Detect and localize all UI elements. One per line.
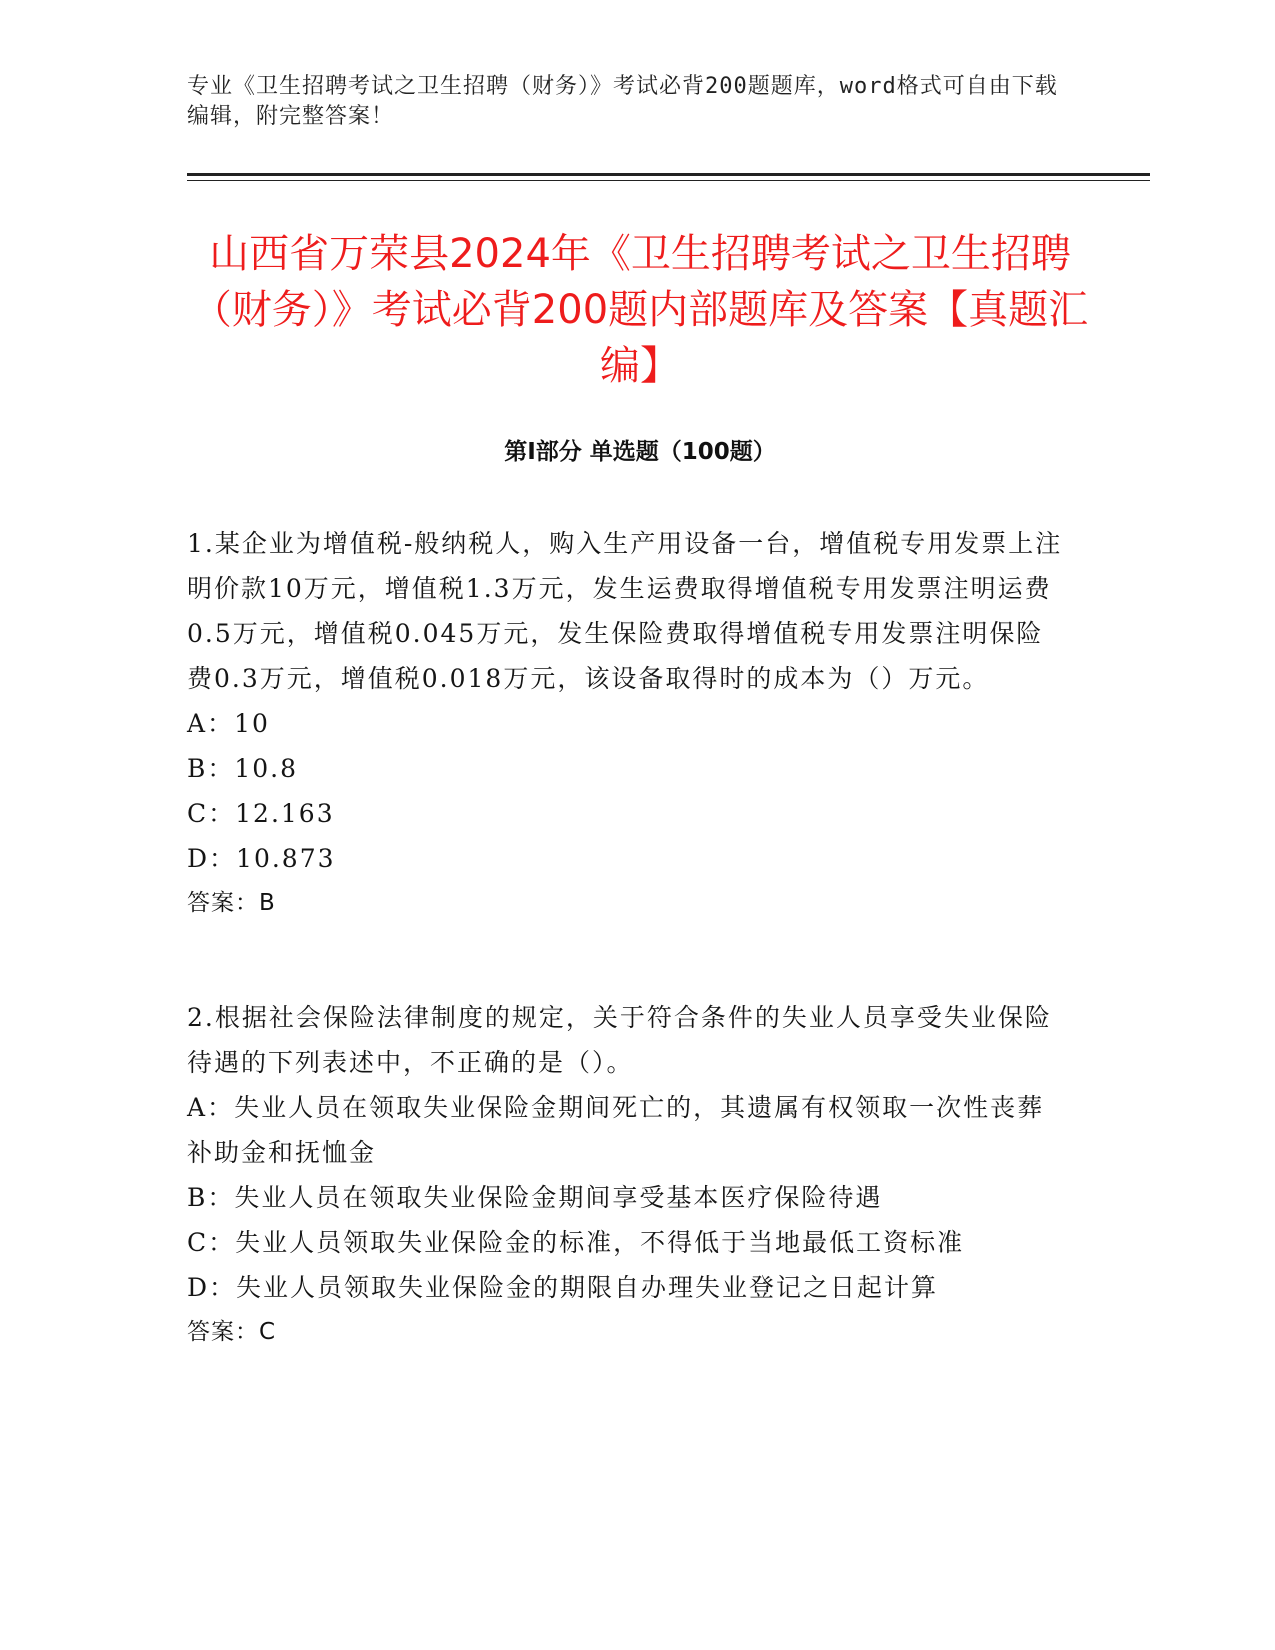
option-key: D： [187, 844, 237, 873]
header-note: 专业《卫生招聘考试之卫生招聘（财务）》考试必背200题题库，word格式可自由下载编辑，附完整答案！ [187, 74, 1058, 129]
option-key: B： [187, 1183, 235, 1212]
option-d [187, 836, 1067, 881]
option-text: 12.163 [235, 799, 335, 828]
option-key: B： [187, 754, 235, 783]
document-title: 山西省万荣县2024年《卫生招聘考试之卫生招聘（财务）》考试必背200题内部题库及答案【真题汇编】 [191, 231, 1089, 389]
option-text: 失业人员在领取失业保险金期间享受基本医疗保险待遇 [234, 1183, 883, 1212]
option-key: D： [187, 1273, 237, 1302]
option-key: C： [187, 1228, 236, 1257]
header-divider-thin [187, 180, 1150, 181]
option-b [187, 1175, 1067, 1220]
option-text: 失业人员领取失业保险金的期限自办理失业登记之日起计算 [236, 1273, 939, 1302]
option-a [187, 701, 1067, 746]
answer-label: 答案：B [187, 890, 276, 916]
section-title: 第Ⅰ部分 单选题（100题） [504, 439, 776, 465]
question-stem: 2.根据社会保险法律制度的规定，关于符合条件的失业人员享受失业保险待遇的下列表述中，不正确的是（）。 [187, 1003, 1052, 1077]
option-key: A： [187, 1093, 235, 1122]
option-key: C： [187, 799, 236, 828]
option-a [187, 1085, 1067, 1175]
option-text: 10 [234, 709, 270, 738]
option-text: 10.8 [234, 754, 299, 783]
option-b [187, 746, 1067, 791]
header-divider-thick [187, 173, 1150, 176]
question-2 [187, 995, 1067, 1355]
answer-label: 答案：C [187, 1319, 277, 1345]
option-d [187, 1265, 1067, 1310]
option-c [187, 1220, 1067, 1265]
option-key: A： [187, 709, 235, 738]
option-text: 失业人员领取失业保险金的标准，不得低于当地最低工资标准 [235, 1228, 965, 1257]
question-1 [187, 521, 1067, 926]
question-stem: 1.某企业为增值税-般纳税人，购入生产用设备一台，增值税专用发票上注明价款10万元，增值税1.3万元，发生运费取得增值税专用发票注明运费0.5万元，增值税0.045万元，发生保险费取得增值税专用发票注明保险费0.3万元，增值税0.018万元，该设备取得时的成本为（）万元。 [187, 529, 1063, 693]
option-text: 失业人员在领取失业保险金期间死亡的，其遗属有权领取一次性丧葬补助金和抚恤金 [187, 1093, 1045, 1167]
option-c [187, 791, 1067, 836]
option-text: 10.873 [236, 844, 336, 873]
